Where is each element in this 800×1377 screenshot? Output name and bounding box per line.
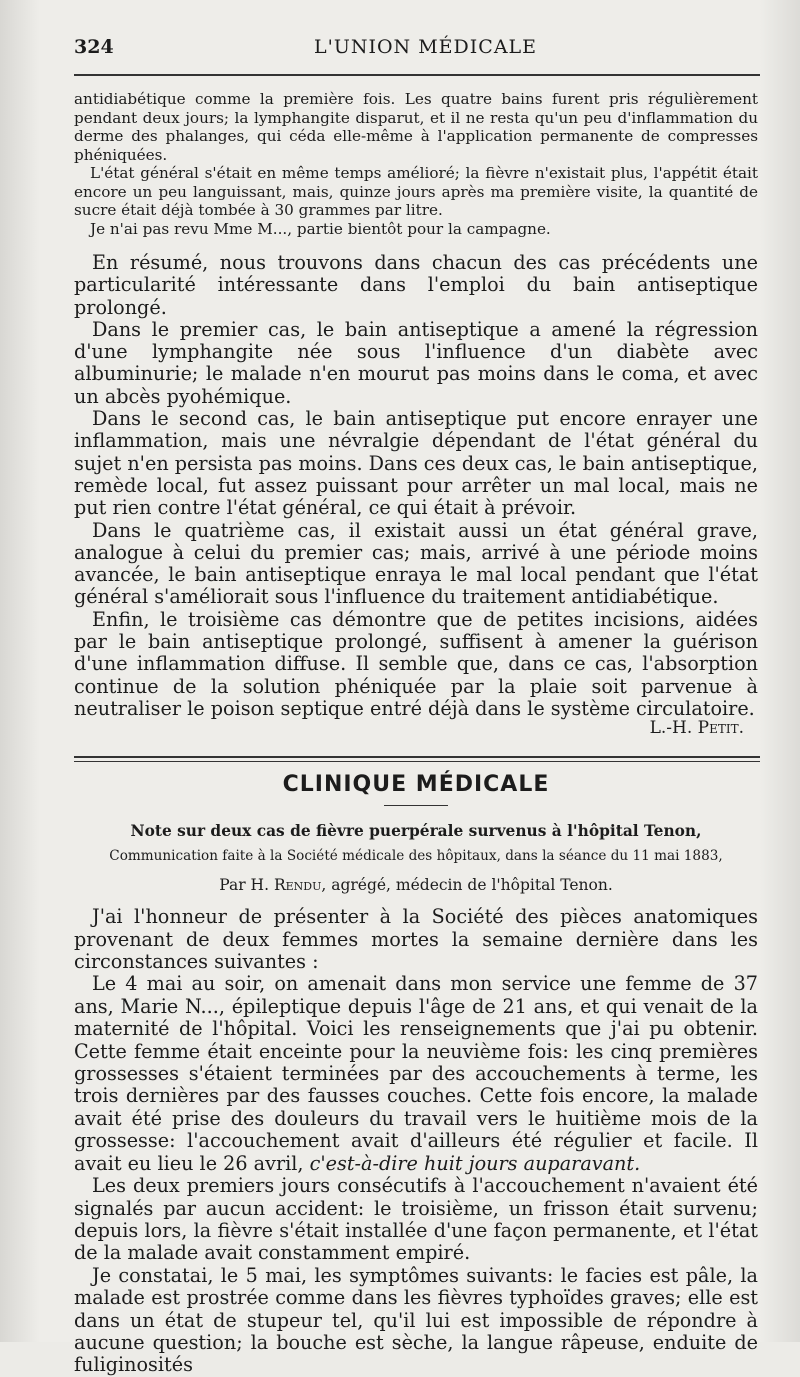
paragraph: J'ai l'honneur de présenter à la Société des pièces anatomiques provenant de deux femmes mortes la semaine dernière dans les circonstances suivantes : xyxy=(74,905,758,974)
paragraph xyxy=(74,973,758,1175)
paragraph: antidiabétique comme la première fois. Les quatre bains furent pris régulièrement pendant deux jours; la lymphangite disparut, et il ne resta qu'un peu d'inflammation du derme des phalanges, qui céda elle-même à l'application permanente de compresses phéniquées. xyxy=(74,90,758,164)
journal-title: L'UNION MÉDICALE xyxy=(314,36,538,58)
previous-article-end xyxy=(74,90,758,238)
section-divider xyxy=(74,756,760,762)
paragraph: Enfin, le troisième cas démontre que de petites incisions, aidées par le bain antiseptique prolongé, suffisent à amener la guérison d'une inflammation diffuse. Il semble que, dans ce cas, l'absorption continue de la solution phéniquée par la plaie soit parvenue à neutraliser le poison septique entré déjà dans le système circulatoire. xyxy=(74,607,758,720)
summary-section xyxy=(74,252,758,720)
article-subtitle: Communication faite à la Société médicale des hôpitaux, dans la séance du 11 mai 1883, xyxy=(109,848,723,865)
paragraph: Dans le quatrième cas, il existait aussi un état général grave, analogue à celui du premier cas; mais, arrivé à une période moins avancée, le bain antiseptique enraya le mal local pendant que l'état général s'améliorait sous l'influence du traitement antidiabétique. xyxy=(74,518,758,609)
paragraph-text: Le 4 mai au soir, on amenait dans mon service une femme de 37 ans, Marie N..., épileptique depuis l'âge de 21 ans, et qui venait de la maternité de l'hôpital. Voici les renseignements que j'ai pu obtenir. Cette femme était enceinte pour la neuvième fois: les cinq premières grossesses s'étaient terminées par des accouchements à terme, les trois dernières par des fausses couches. Cette fois encore, la malade avait été prise des douleurs du travail vers le huitième mois de la grossesse: l'accouchement avait d'ailleurs été régulier et facile. Il avait eu lieu le 26 avril, xyxy=(74,972,758,1175)
article-body xyxy=(74,906,758,1377)
italic-phrase: c'est-à-dire huit jours auparavant. xyxy=(309,1151,641,1175)
paragraph: Les deux premiers jours consécutifs à l'accouchement n'avaient été signalés par aucun accident: le troisième, un frisson était survenu; depuis lors, la fièvre s'était installée d'une façon permanente, et l'état de la malade avait constamment empiré. xyxy=(74,1174,758,1265)
title-rule xyxy=(384,805,448,806)
author-suffix: , agrégé, médecin de l'hôpital Tenon. xyxy=(321,876,613,895)
paragraph: L'état général s'était en même temps amélioré; la fièvre n'existait plus, l'appétit était encore un peu languissant, mais, quinze jours après ma première visite, la quantité de sucre était déjà tombée à 30 grammes par litre. xyxy=(74,164,758,219)
header-rule xyxy=(74,74,760,76)
page-number: 324 xyxy=(74,36,114,58)
author-name: Rendu xyxy=(273,876,322,895)
signature-initials: L.-H. xyxy=(649,718,698,739)
paragraph: Je constatai, le 5 mai, les symptômes suivants: le facies est pâle, la malade est prostrée comme dans les fièvres typhoïdes graves; elle est dans un état de stupeur tel, qu'il lui est impossible de répondre à aucune question; la bouche est sèche, la langue râpeuse, enduite de fuliginosités xyxy=(74,1263,758,1377)
section-title: CLINIQUE MÉDICALE xyxy=(282,772,550,798)
article-author xyxy=(74,876,758,894)
author-signature xyxy=(74,718,758,738)
paragraph: En résumé, nous trouvons dans chacun des cas précédents une particularité intéressante dans l'emploi du bain antiseptique prolongé. xyxy=(74,251,758,319)
paragraph: Dans le premier cas, le bain antiseptique a amené la régression d'une lymphangite née sous l'influence d'un diabète avec albuminurie; le malade n'en mourut pas moins dans le coma, et avec un abcès pyohémique. xyxy=(74,317,758,408)
signature-surname: Petit. xyxy=(697,718,744,739)
running-head xyxy=(74,30,758,70)
author-prefix: Par H. xyxy=(219,876,274,895)
paragraph: Je n'ai pas revu Mme M..., partie bientôt pour la campagne. xyxy=(90,219,551,238)
article-title: Note sur deux cas de fièvre puerpérale survenus à l'hôpital Tenon, xyxy=(130,822,702,841)
paragraph: Dans le second cas, le bain antiseptique put encore enrayer une inflammation, mais une névralgie dépendant de l'état général du sujet n'en persista pas moins. Dans ces deux cas, le bain antiseptique, remède local, fut assez puissant pour arrêter un mal local, mais ne put rien contre l'état général, ce qui était à prévoir. xyxy=(74,407,758,520)
